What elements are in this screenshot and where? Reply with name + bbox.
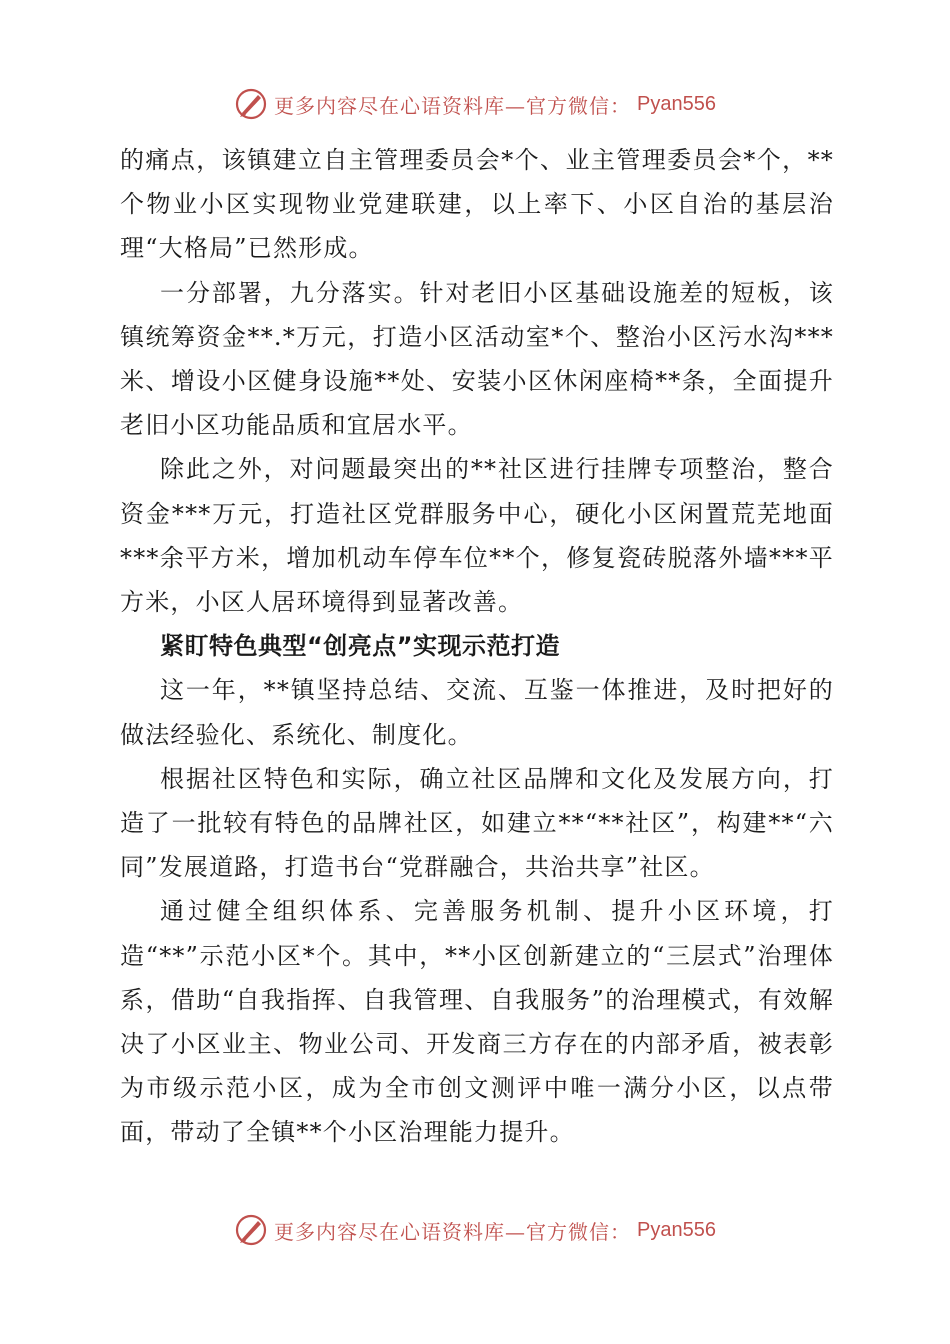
paragraph-1: 的痛点，该镇建立自主管理委员会*个、业主管理委员会*个，**个物业小区实现物业党建联建，以上率下、小区自治的基层治理“大格局”已然形成。 <box>120 146 834 263</box>
paragraph-4: 这一年，**镇坚持总结、交流、互鉴一体推进，及时把好的做法经验化、系统化、制度化。 <box>120 676 834 749</box>
section-heading: 紧盯特色典型“创亮点”实现示范打造 <box>160 632 561 661</box>
paragraph-2: 一分部署，九分落实。针对老旧小区基础设施差的短板，该镇统筹资金**.*万元，打造小区活动室*个、整治小区污水沟***米、增设小区健身设施**处、安装小区休闲座椅**条，全面提升老旧小区功能品质和宜居水平。 <box>120 278 834 440</box>
footer-banner <box>0 1208 950 1252</box>
footer-banner-id: Pyan556 <box>637 1218 716 1241</box>
header-banner-text: 更多内容尽在心语资料库—官方微信： <box>274 93 632 118</box>
paragraph-5: 根据社区特色和实际，确立社区品牌和文化及发展方向，打造了一批较有特色的品牌社区，如建立**“**社区”，构建**“六同”发展道路，打造书台“党群融合，共治共享”社区。 <box>120 764 834 882</box>
paragraph-3: 除此之外，对问题最突出的**社区进行挂牌专项整治，整合资金***万元，打造社区党群服务中心，硬化小区闲置荒芜地面***余平方米，增加机动车停车位**个，修复瓷砖脱落外墙***平方米，小区人居环境得到显著改善。 <box>120 455 834 617</box>
header-banner-id: Pyan556 <box>637 92 716 115</box>
pen-circle-logo-icon <box>234 87 268 121</box>
paragraph-6: 通过健全组织体系、完善服务机制、提升小区环境，打造“**”示范小区*个。其中，**小区创新建立的“三层式”治理体系，借助“自我指挥、自我管理、自我服务”的治理模式，有效解决了小区业主、物业公司、开发商三方存在的内部矛盾，被表彰为市级示范小区，成为全市创文测评中唯一满分小区，以点带面，带动了全镇**个小区治理能力提升。 <box>120 897 834 1147</box>
footer-banner-text: 更多内容尽在心语资料库—官方微信： <box>274 1219 632 1244</box>
pen-circle-logo-icon <box>234 1213 268 1247</box>
document-body <box>120 138 834 1155</box>
header-banner <box>0 82 950 126</box>
